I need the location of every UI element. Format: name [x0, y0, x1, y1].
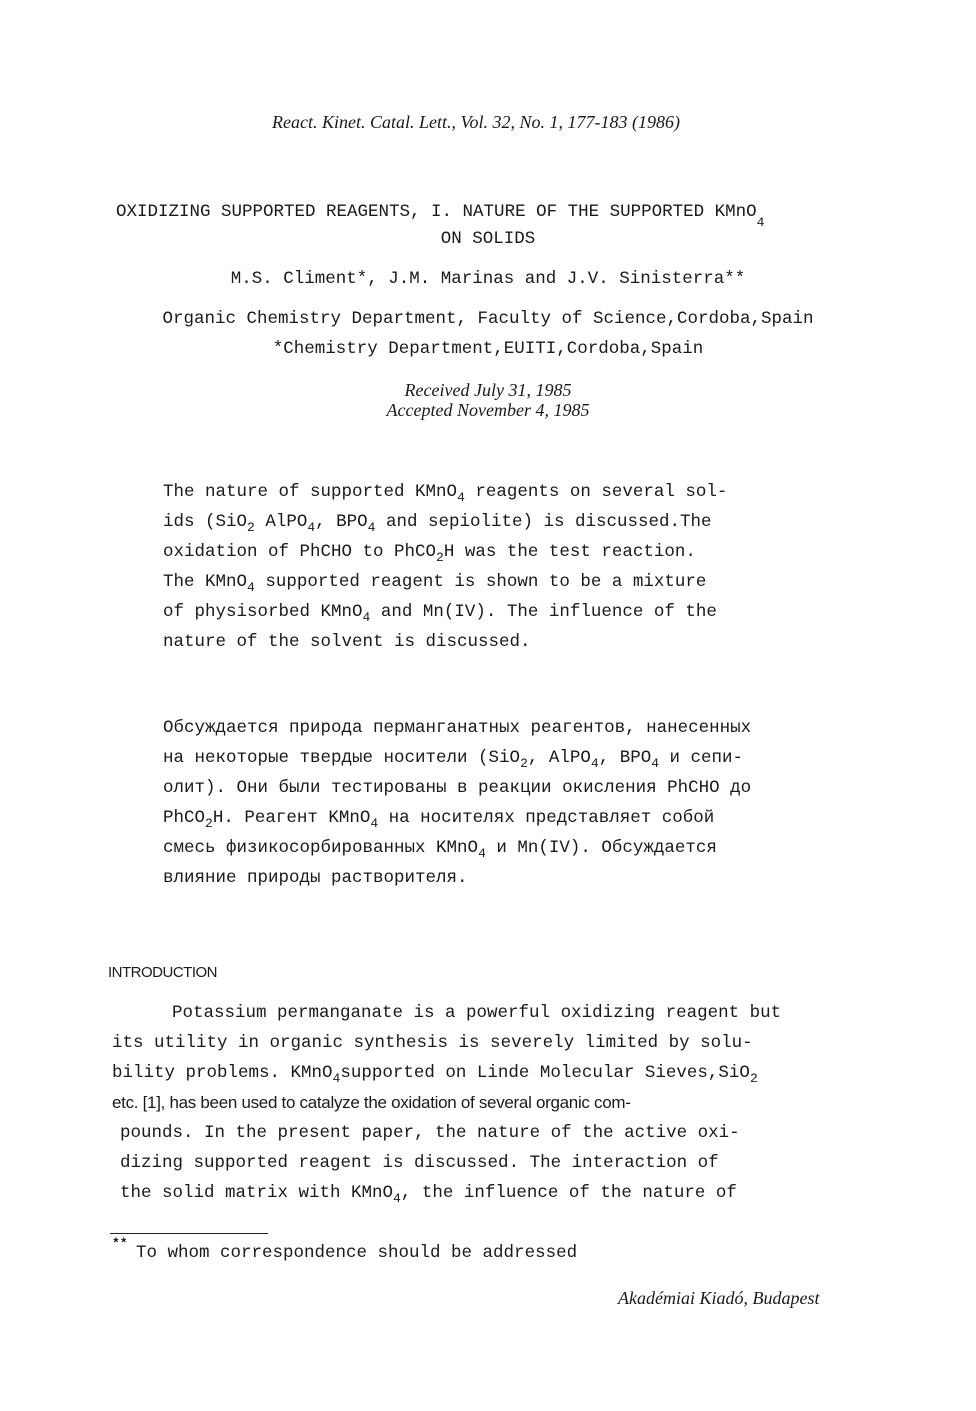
intro-line: bility problems. KMnO$_4$supported on Linde Molecular Sieves,SiO$_2$	[112, 1063, 758, 1086]
abstract-ru-line: PhCO$_2$H. Реагент KMnO$_4$ на носителях представляет собой	[163, 808, 715, 831]
authors: M.S. Climent*, J.M. Marinas and J.V. Sinisterra**	[230, 269, 746, 289]
abstract-en-line: The nature of supported KMnO$_4$ reagents on several sol-	[163, 482, 728, 505]
abstract-en-line: nature of the solvent is discussed.	[163, 632, 531, 652]
journal-citation: React. Kinet. Catal. Lett., Vol. 32, No. 1, 177-183 (1986)	[272, 112, 680, 132]
intro-line: dizing supported reagent is discussed. The interaction of	[120, 1153, 719, 1173]
abstract-ru-line: на некоторые твердые носители (SiO$_2$, AlPO$_4$, $BPO_4$ и сепи-	[163, 748, 744, 771]
abstract-ru-line: влияние природы растворителя.	[163, 868, 468, 888]
accepted-date: Accepted November 4, 1985	[386, 400, 590, 420]
intro-line: Potassium permanganate is a powerful oxidizing reagent but	[172, 1003, 782, 1023]
abstract-ru-line: смесь физикосорбированных KMnO$_4$ и Mn(IV). Обсуждается	[163, 838, 717, 861]
publisher-imprint: Akadémiai Kiadó, Budapest	[618, 1288, 820, 1308]
abstract-ru-line: Обсуждается природа перманганатных реагентов, нанесенных	[163, 718, 752, 738]
paper-title-line-1: OXIDIZING SUPPORTED REAGENTS, I. NATURE OF THE SUPPORTED KMnO$_4$	[116, 202, 765, 230]
paper-title-line-2: ON SOLIDS	[440, 229, 536, 249]
abstract-en-line: The KMnO$_4$ supported reagent is shown to be a mixture	[163, 572, 707, 595]
abstract-en-line: of physisorbed KMnO$_4$ and Mn(IV). The influence of the	[163, 602, 717, 625]
affiliation-1: Organic Chemistry Department, Faculty of Science,Cordoba,Spain	[162, 309, 814, 329]
intro-line: pounds. In the present paper, the nature of the active oxi-	[120, 1123, 740, 1143]
abstract-ru-line: олит). Они были тестированы в реакции окисления PhCHO до	[163, 778, 752, 798]
footnote-marker: **	[112, 1236, 128, 1251]
footnote-divider	[110, 1233, 268, 1234]
affiliation-2: *Chemistry Department,EUITI,Cordoba,Spain	[272, 339, 704, 359]
abstract-en-line: oxidation of PhCHO to PhCO$_2$H was the test reaction.	[163, 542, 696, 565]
abstract-en-line: ids (SiO$_2$ AlPO$_4$, $BPO_4$ and sepiolite) is discussed.The	[163, 512, 712, 535]
intro-line: the solid matrix with KMnO$_4$, the influence of the nature of	[120, 1183, 737, 1206]
intro-line: its utility in organic synthesis is severely limited by solu-	[112, 1033, 753, 1053]
intro-line: etc. [1], has been used to catalyze the oxidation of several organic com-	[112, 1093, 631, 1112]
footnote-text: To whom correspondence should be addressed	[136, 1243, 578, 1263]
received-date: Received July 31, 1985	[404, 380, 572, 400]
introduction-heading: INTRODUCTION	[108, 964, 217, 981]
